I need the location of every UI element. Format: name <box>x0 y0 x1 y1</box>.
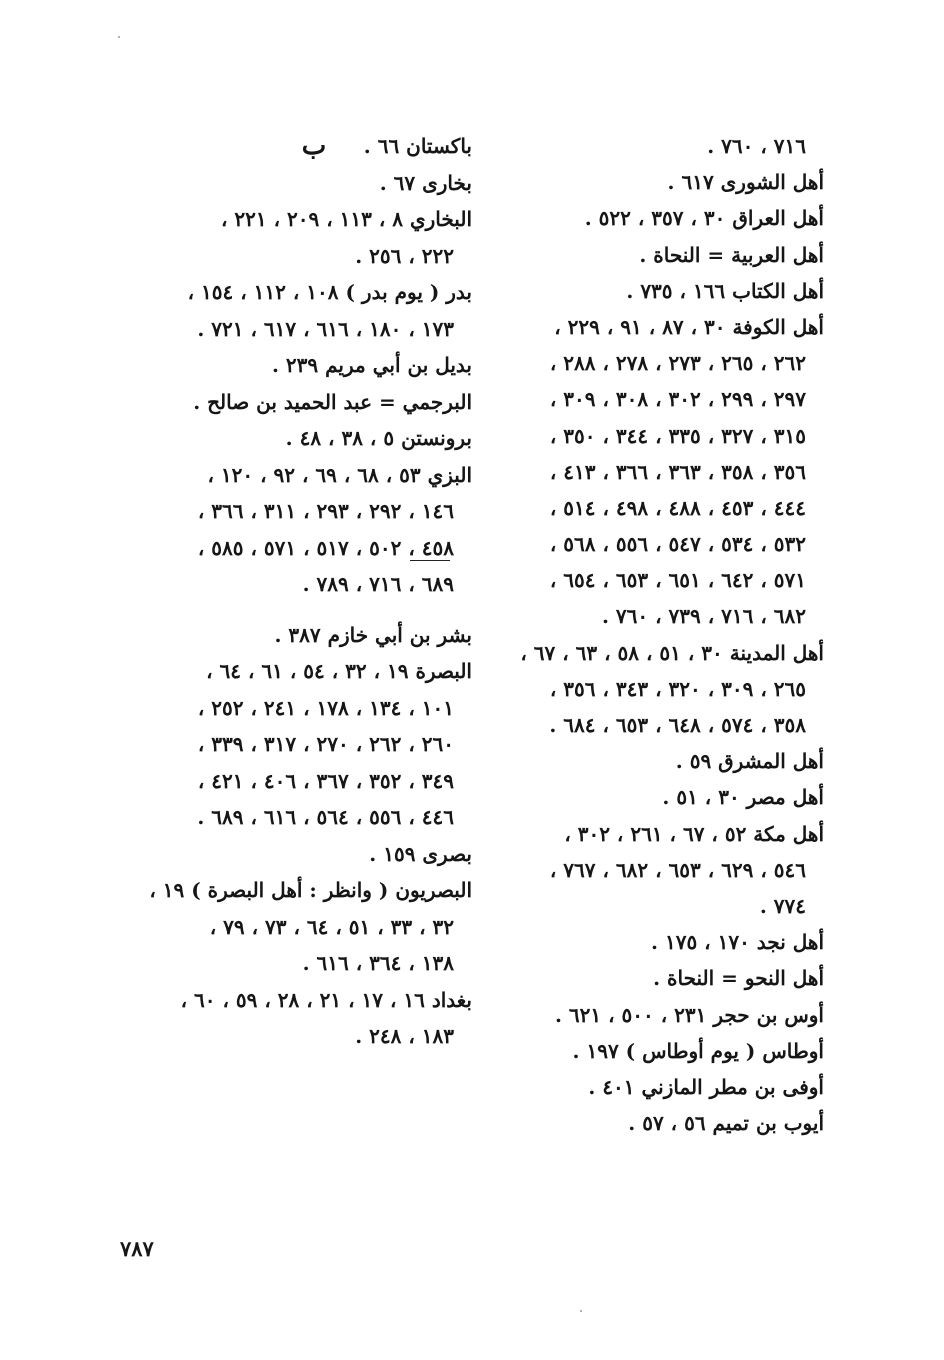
index-entry-continuation: ٦٨٩ ، ٧١٦ ، ٧٨٩ . <box>302 572 454 596</box>
index-entry: أهل مصر ٣٠ ، ٥١ . <box>662 785 824 810</box>
index-entry-continuation: ٣٢ ، ٣٣ ، ٥١ ، ٦٤ ، ٧٣ ، ٧٩ ، <box>209 914 454 939</box>
index-entry: بخارى ٦٧ . <box>379 170 472 195</box>
index-entry-continuation: ٧٧٤ . <box>759 893 806 918</box>
index-entry-continuation: ٦٨٢ ، ٧١٦ ، ٧٣٩ ، ٧٦٠ . <box>601 604 806 629</box>
index-entry: أهل الكوفة ٣٠ ، ٨٧ ، ٩١ ، ٢٢٩ ، <box>554 314 824 339</box>
index-entry: البصريون ( وانظر : أهل البصرة ) ١٩ ، <box>149 878 472 902</box>
index-entry-continuation: ٥٧١ ، ٦٤٢ ، ٦٥١ ، ٦٥٣ ، ٦٥٤ ، <box>549 568 806 593</box>
index-column-right <box>494 128 824 1141</box>
index-entry: أهل العراق ٣٠ ، ٣٥٧ ، ٥٢٢ . <box>584 206 824 231</box>
section-letter-heading: ب <box>301 131 327 161</box>
index-entry-continuation: ٢٩٧ ، ٢٩٩ ، ٣٠٢ ، ٣٠٨ ، ٣٠٩ ، <box>549 387 806 412</box>
index-entry: أوطاس ( يوم أوطاس ) ١٩٧ . <box>572 1038 824 1063</box>
index-entry-continuation: ١٣٨ ، ٣٦٤ ، ٦١٦ . <box>302 951 454 975</box>
index-entry: أهل المشرق ٥٩ . <box>675 749 824 774</box>
index-entry: أهل العربية = النحاة . <box>639 242 824 267</box>
index-entry: البزي ٥٣ ، ٦٨ ، ٦٩ ، ٩٢ ، ١٢٠ ، <box>207 462 472 487</box>
index-entry-continuation: ١٠١ ، ١٣٤ ، ١٧٨ ، ٢٤١ ، ٢٥٢ ، <box>197 695 454 720</box>
index-entry: بغداد ١٦ ، ١٧ ، ٢١ ، ٢٨ ، ٥٩ ، ٦٠ ، <box>180 987 472 1012</box>
index-column-left <box>142 128 472 1055</box>
index-entry: البرجمي = عبد الحميد بن صالح . <box>193 389 472 414</box>
page-number: ٧٨٧ <box>120 1236 154 1261</box>
scan-speck <box>118 36 120 38</box>
index-entry-continuation: ٢٢٢ ، ٢٥٦ . <box>355 243 454 268</box>
index-entry: البخاري ٨ ، ١١٣ ، ٢٠٩ ، ٢٢١ ، <box>220 207 472 231</box>
index-entry-continuation: ٤٥٨ ، ٥٠٢ ، ٥١٧ ، ٥٧١ ، ٥٨٥ ، <box>197 535 454 560</box>
index-entry-continuation: ٧١٦ ، ٧٦٠ . <box>707 134 806 158</box>
index-entry-continuation: ٤٤٦ ، ٥٥٦ ، ٥٦٤ ، ٦١٦ ، ٦٨٩ . <box>197 805 454 829</box>
index-entry: أوس بن حجر ٢٣١ ، ٥٠٠ ، ٦٢١ . <box>554 1002 824 1027</box>
underline-mark <box>410 560 450 561</box>
index-entry-continuation: ١٧٣ ، ١٨٠ ، ٦١٦ ، ٦١٧ ، ٧٢١ . <box>197 316 454 341</box>
index-entry: البصرة ١٩ ، ٣٢ ، ٥٤ ، ٦١ ، ٦٤ ، <box>206 659 472 683</box>
index-entry: أهل نجد ١٧٠ ، ١٧٥ . <box>651 930 824 955</box>
index-entry: أهل المدينة ٣٠ ، ٥١ ، ٥٨ ، ٦٣ ، ٦٧ ، <box>520 640 824 665</box>
index-entry: أهل مكة ٥٢ ، ٦٧ ، ٢٦١ ، ٣٠٢ ، <box>564 821 824 846</box>
index-entry: بديل بن أبي مريم ٢٣٩ . <box>271 353 472 377</box>
index-entry-continuation: ٣١٥ ، ٣٢٧ ، ٣٣٥ ، ٣٤٤ ، ٣٥٠ ، <box>549 423 806 448</box>
index-entry-continuation: ٥٤٦ ، ٦٢٩ ، ٦٥٣ ، ٦٨٢ ، ٧٦٧ ، <box>549 857 806 882</box>
index-entry: أيوب بن تميم ٥٦ ، ٥٧ . <box>628 1111 824 1136</box>
index-entry-continuation: ٤٤٤ ، ٤٥٣ ، ٤٨٨ ، ٤٩٨ ، ٥١٤ ، <box>549 495 806 520</box>
index-entry: برونستن ٥ ، ٣٨ ، ٤٨ . <box>285 426 472 450</box>
index-entry-continuation: ٢٦٠ ، ٢٦٢ ، ٢٧٠ ، ٣١٧ ، ٣٣٩ ، <box>197 732 454 756</box>
index-entry: أوفى بن مطر المازني ٤٠١ . <box>588 1074 824 1099</box>
index-entry-continuation: ٥٣٢ ، ٥٣٤ ، ٥٤٧ ، ٥٥٦ ، ٥٦٨ ، <box>549 532 806 557</box>
index-entry-continuation: ٣٥٦ ، ٣٥٨ ، ٣٦٣ ، ٣٦٦ ، ٤١٣ ، <box>549 459 806 484</box>
index-entry: باكستان ٦٦ . <box>363 134 472 158</box>
index-entry: أهل الكتاب ١٦٦ ، ٧٣٥ . <box>626 278 824 303</box>
scan-speck <box>580 1310 582 1312</box>
index-entry-continuation: ١٤٦ ، ٢٩٢ ، ٢٩٣ ، ٣١١ ، ٣٦٦ ، <box>197 499 454 523</box>
index-entry-continuation: ٣٥٨ ، ٥٧٤ ، ٦٤٨ ، ٦٥٣ ، ٦٨٤ . <box>549 713 806 737</box>
index-entry-continuation: ٣٤٩ ، ٣٥٢ ، ٣٦٧ ، ٤٠٦ ، ٤٢١ ، <box>197 768 454 793</box>
index-entry-continuation: ٢٦٥ ، ٣٠٩ ، ٣٢٠ ، ٣٤٣ ، ٣٥٦ ، <box>549 676 806 701</box>
index-entry: بشر بن أبي خازم ٣٨٧ . <box>274 622 472 647</box>
index-entry: أهل الشورى ٦١٧ . <box>667 170 824 195</box>
index-entry: أهل النحو = النحاة . <box>653 966 824 991</box>
index-entry-continuation: ٢٦٢ ، ٢٦٥ ، ٢٧٣ ، ٢٧٨ ، ٢٨٨ ، <box>549 351 806 376</box>
index-entry: بدر ( يوم بدر ) ١٠٨ ، ١١٢ ، ١٥٤ ، <box>187 280 472 304</box>
index-entry: بصرى ١٥٩ . <box>369 841 472 866</box>
index-entry-continuation: ١٨٣ ، ٢٤٨ . <box>355 1024 454 1048</box>
